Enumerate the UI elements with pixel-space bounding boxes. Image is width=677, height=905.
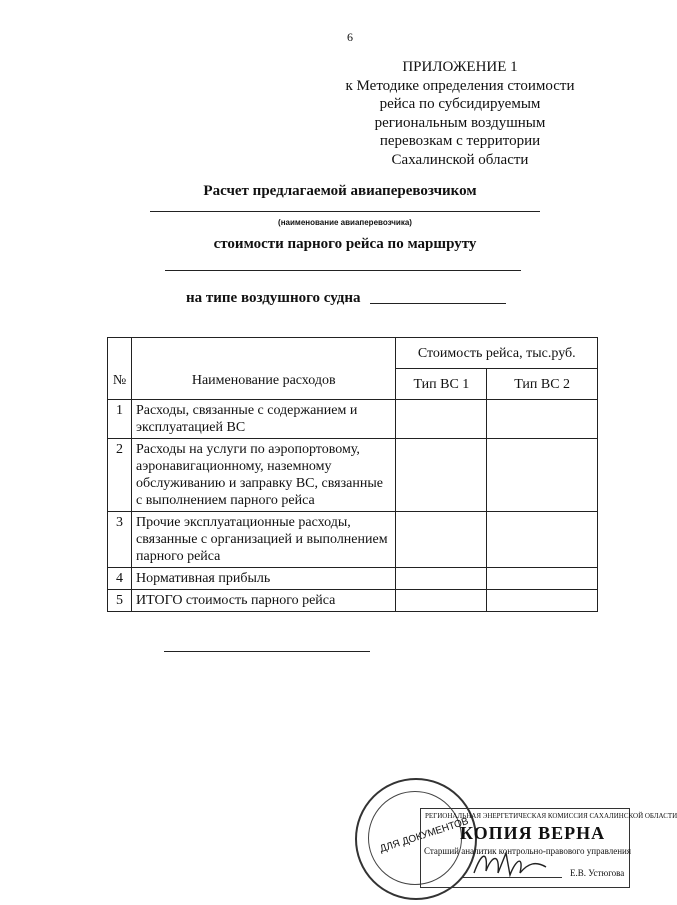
row-type1-cell xyxy=(396,590,487,612)
route-blank-line xyxy=(165,270,521,271)
col-name-header: Наименование расходов xyxy=(131,338,396,400)
stamp-position: Старший аналитик контрольно-правового управления xyxy=(424,846,631,856)
row-type2-cell xyxy=(487,590,598,612)
carrier-blank-line xyxy=(150,211,540,212)
row-name: Расходы на услуги по аэропортовому, аэронавигационному, наземному обслуживанию и заправку ВС, связанные с выполнением парного рейса xyxy=(131,439,396,512)
row-number: 4 xyxy=(108,568,132,590)
handwritten-signature xyxy=(470,845,550,881)
row-type2-cell xyxy=(487,568,598,590)
stamp-signer-name: Е.В. Устюгова xyxy=(570,868,625,878)
appendix-line: перевозкам с территории xyxy=(379,133,541,149)
row-name: Прочие эксплуатационные расходы, связанные с организацией и выполнением парного рейса xyxy=(131,512,396,568)
table-row xyxy=(108,512,598,568)
table-row xyxy=(108,568,598,590)
row-type2-cell xyxy=(487,512,598,568)
row-type1-cell xyxy=(396,512,487,568)
document-title: Расчет предлагаемой авиаперевозчиком xyxy=(203,183,477,199)
row-number: 3 xyxy=(108,512,132,568)
appendix-title: ПРИЛОЖЕНИЕ 1 xyxy=(402,59,518,75)
col-number-header: № xyxy=(108,338,132,400)
col-type2-header: Тип ВС 2 xyxy=(487,369,598,400)
carrier-caption: (наименование авиаперевозчика) xyxy=(278,218,412,227)
row-name: Расходы, связанные с содержанием и эксплуатацией ВС xyxy=(131,400,396,439)
stamp-organization: РЕГИОНАЛЬНАЯ ЭНЕРГЕТИЧЕСКАЯ КОМИССИЯ САХАЛИНСКОЙ ОБЛАСТИ xyxy=(425,812,677,820)
table-row xyxy=(108,439,598,512)
round-seal-text: ДЛЯ ДОКУМЕНТОВ xyxy=(378,815,470,856)
aircraft-blank-line xyxy=(370,303,506,304)
route-heading: стоимости парного рейса по маршруту xyxy=(213,236,477,252)
row-type1-cell xyxy=(396,439,487,512)
row-name: ИТОГО стоимость парного рейса xyxy=(131,590,396,612)
col-type1-header: Тип ВС 1 xyxy=(396,369,487,400)
appendix-line: региональным воздушным xyxy=(374,114,546,131)
row-type1-cell xyxy=(396,400,487,439)
appendix-line: Сахалинской области xyxy=(391,151,529,168)
row-type2-cell xyxy=(487,439,598,512)
row-number: 5 xyxy=(108,590,132,612)
appendix-line: к Методике определения стоимости xyxy=(345,77,575,94)
col-cost-header: Стоимость рейса, тыс.руб. xyxy=(396,338,598,369)
row-type2-cell xyxy=(487,400,598,439)
stamp-title: КОПИЯ ВЕРНА xyxy=(460,823,606,843)
costs-table xyxy=(107,337,598,612)
row-name: Нормативная прибыль xyxy=(131,568,396,590)
table-row xyxy=(108,400,598,439)
table-total-row xyxy=(108,590,598,612)
row-type1-cell xyxy=(396,568,487,590)
page-number: 6 xyxy=(347,30,353,44)
appendix-line: рейса по субсидируемым xyxy=(379,96,541,112)
row-number: 2 xyxy=(108,439,132,512)
signature-blank-line xyxy=(164,651,370,652)
table-header-row xyxy=(108,338,598,369)
appendix-block xyxy=(330,58,590,169)
row-number: 1 xyxy=(108,400,132,439)
aircraft-heading: на типе воздушного судна xyxy=(186,290,361,306)
